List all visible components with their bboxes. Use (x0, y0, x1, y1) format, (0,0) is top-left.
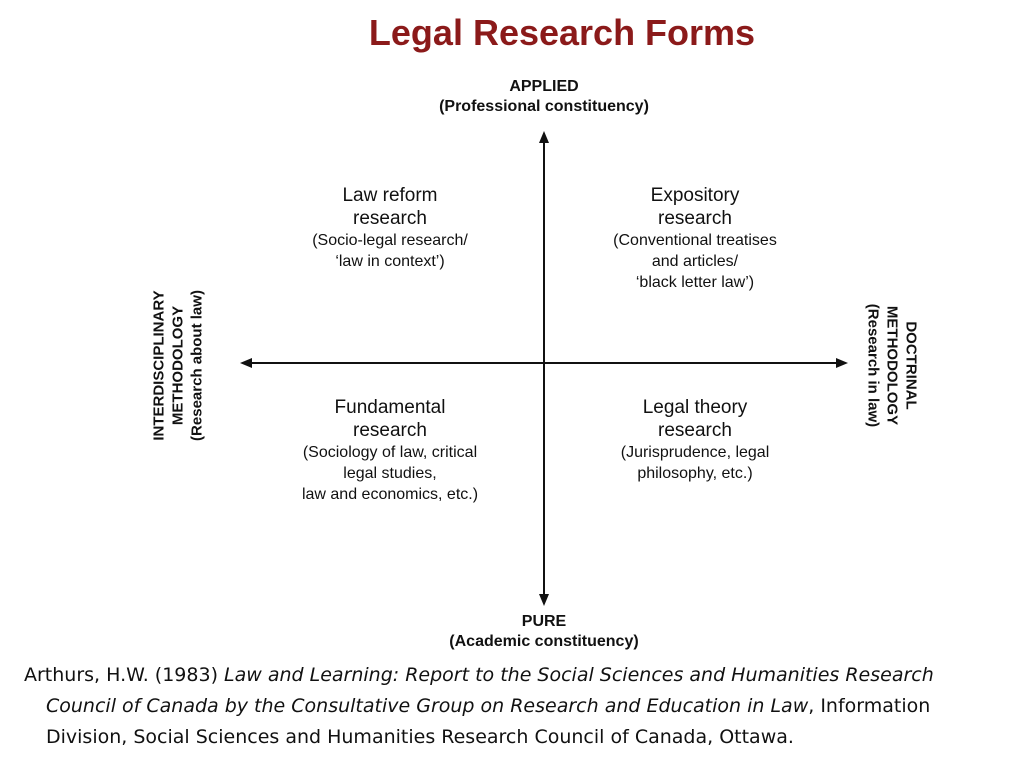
quadrant-detail: and articles/ (651, 253, 739, 270)
quadrant-name: Legal theory (642, 397, 748, 418)
arrow-left-icon (240, 358, 252, 368)
quadrant-name: research (353, 420, 427, 441)
axis-label-line: (Research in law) (864, 303, 882, 428)
arrow-up-icon (539, 131, 549, 143)
axis-label-line: METHODOLOGY (169, 305, 187, 426)
quadrant-law-reform (245, 184, 535, 272)
slide-title: Legal Research Forms (368, 12, 756, 53)
quadrant-legal-theory (550, 396, 840, 484)
quadrant-name: Fundamental (334, 397, 446, 418)
quadrant-detail: ‘black letter law’) (635, 274, 755, 291)
axis-label-line: METHODOLOGY (883, 305, 901, 426)
axis-label-interdisciplinary (150, 246, 207, 486)
citation-author: Arthurs, H.W. (1983) (24, 664, 225, 686)
quadrant-detail: (Jurisprudence, legal (620, 444, 770, 461)
axis-label-main: PURE (521, 613, 567, 630)
quadrant-detail: ‘law in context’) (335, 253, 445, 270)
quadrant-detail: (Sociology of law, critical (302, 444, 478, 461)
axis-label-main: APPLIED (509, 78, 579, 95)
axis-label-pure (394, 612, 694, 652)
quadrant-name: research (658, 420, 732, 441)
axis-label-line: INTERDISCIPLINARY (150, 290, 168, 441)
quadrant-fundamental (245, 396, 535, 505)
quadrant-name: Law reform (342, 185, 438, 206)
quadrant-detail: law and economics, etc.) (301, 486, 479, 503)
axis-label-sub: (Academic constituency) (449, 633, 639, 650)
quadrant-name: research (353, 208, 427, 229)
quadrant-name: Expository (650, 185, 740, 206)
quadrant-detail: philosophy, etc.) (637, 465, 753, 482)
quadrant-detail: (Conventional treatises (613, 232, 777, 249)
axis-label-applied (394, 77, 694, 117)
arrow-down-icon (539, 594, 549, 606)
axis-label-doctrinal (864, 246, 921, 486)
quadrant-expository (550, 184, 840, 293)
axis-label-line: (Research about law) (188, 290, 206, 441)
citation-publisher: , Information Division, Social Sciences and Humanities Research Council of Canada, Ottawa. (46, 695, 931, 748)
quadrant-detail: legal studies, (343, 465, 437, 482)
axis-label-sub: (Professional constituency) (439, 98, 649, 115)
quadrant-detail: (Socio-legal research/ (312, 232, 468, 249)
arrow-right-icon (836, 358, 848, 368)
axis-label-line: DOCTRINAL (902, 321, 920, 410)
source-citation (24, 660, 1006, 753)
citation-title: Law and Learning: Report to the Social Sciences and Humanities Research Council of Canada by the Consultative Group on Research and Education in Law (46, 664, 934, 717)
quadrant-name: research (658, 208, 732, 229)
